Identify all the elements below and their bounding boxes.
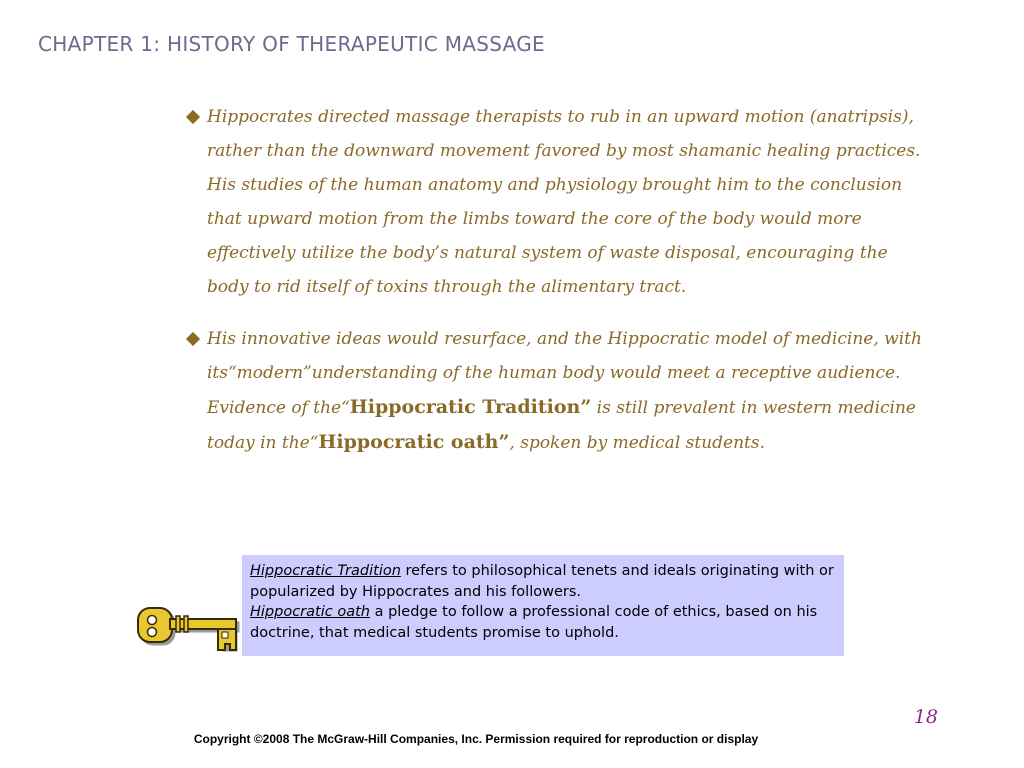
bullet-text: His innovative ideas would resurface, and the Hippocratic model of medicine, with its“modern”understanding of the human body would meet a receptive audience. Evidence of the“ [207, 329, 922, 418]
definition-box [242, 555, 844, 656]
key-icon [136, 602, 248, 658]
hippocratic-oath-emphasis: Hippocratic oath” [318, 431, 510, 453]
page-number: 18 [913, 706, 938, 728]
hippocratic-tradition-emphasis: Hippocratic Tradition” [349, 396, 592, 418]
hippocratic-oath-term: Hippocratic oath [250, 604, 370, 620]
diamond-bullet-icon [186, 110, 200, 124]
bullet-item [186, 322, 926, 460]
bullet-item [186, 100, 926, 304]
bullet-list [186, 100, 926, 478]
hippocratic-tradition-definition: refers to philosophical tenets and ideals originating with or popularized by Hippocrates and his followers. [250, 563, 834, 600]
bullet-text: Hippocrates directed massage therapists to rub in an upward motion (anatripsis), rather than the downward movement favored by most shamanic healing practices. His studies of the human anatomy and physiology brought him to the conclusion that upward motion from the limbs toward the core of the body would more effectively utilize the body’s natural system of waste disposal, encouraging the body to rid itself of toxins through the alimentary tract. [207, 107, 921, 297]
diamond-bullet-icon [186, 332, 200, 346]
bullet-text: , spoken by medical students. [509, 433, 766, 453]
slide-title: CHAPTER 1: HISTORY OF THERAPEUTIC MASSAGE [38, 32, 545, 56]
hippocratic-tradition-term: Hippocratic Tradition [250, 563, 401, 579]
bullet-text: is still prevalent in western medicine today in the“ [207, 398, 916, 453]
copyright-notice: Copyright ©2008 The McGraw-Hill Companies, Inc. Permission required for reproduction or display [193, 732, 759, 746]
hippocratic-oath-definition: a pledge to follow a professional code of ethics, based on his doctrine, that medical students promise to uphold. [250, 604, 818, 641]
